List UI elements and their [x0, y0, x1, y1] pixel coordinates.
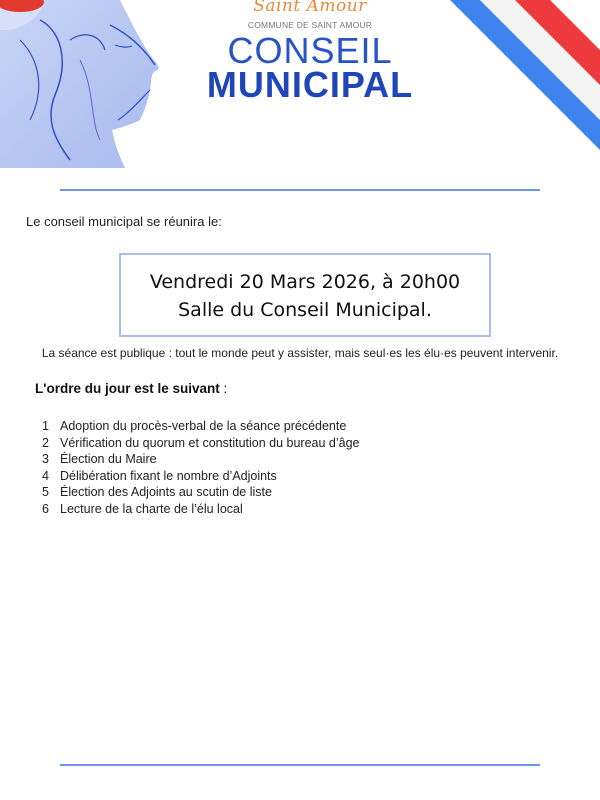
agenda-item-number: 3: [42, 452, 49, 467]
agenda-item-number: 1: [42, 419, 49, 433]
agenda-item-label: Lecture de la charte de l’élu local: [60, 501, 243, 516]
title-municipal: MUNICIPAL: [206, 64, 414, 105]
agenda-item-number: 5: [42, 485, 49, 500]
brand-block: [180, 0, 440, 105]
agenda-item-number: 4: [42, 468, 49, 483]
agenda-item-label: Élection du Maire: [60, 452, 157, 467]
title-conseil: CONSEIL: [227, 30, 393, 71]
agenda-item: [42, 435, 360, 452]
bottom-divider: [60, 764, 540, 766]
intro-text: Le conseil municipal se réunira le:: [26, 214, 222, 229]
header-banner: [0, 0, 600, 170]
agenda-item: [42, 418, 360, 435]
saint-amour-logo: Saint Amour: [253, 0, 367, 16]
agenda-list: [42, 418, 360, 518]
agenda-item: [42, 468, 360, 485]
top-divider: [60, 189, 540, 191]
agenda-heading-text: L'ordre du jour est le suivant: [35, 381, 220, 396]
tricolor-sash-icon: [440, 0, 600, 160]
agenda-item-label: Délibération fixant le nombre d’Adjoints: [60, 468, 277, 483]
agenda-item-label: Vérification du quorum et constitution du bureau d’âge: [60, 435, 360, 450]
agenda-item: [42, 501, 360, 518]
meeting-info-box: [119, 253, 491, 337]
agenda-item-label: Élection des Adjoints au scutin de liste: [60, 485, 272, 500]
agenda-item: [42, 451, 360, 468]
commune-name: COMMUNE DE SAINT AMOUR: [247, 20, 373, 30]
marianne-illustration-icon: [0, 0, 170, 168]
agenda-item-number: 6: [42, 501, 49, 516]
meeting-date-time: Vendredi 20 Mars 2026, à 20h00: [149, 271, 461, 293]
agenda-heading-suffix: :: [219, 381, 228, 396]
agenda-item-number: 2: [42, 435, 49, 450]
public-session-notice: La séance est publique : tout le monde peut y assister, mais seul·es les élu·es peuvent intervenir.: [41, 346, 559, 360]
meeting-location: Salle du Conseil Municipal.: [178, 299, 432, 321]
agenda-item: [42, 484, 360, 501]
agenda-heading: [35, 381, 227, 396]
agenda-item-label: Adoption du procès-verbal de la séance précédente: [60, 419, 347, 433]
